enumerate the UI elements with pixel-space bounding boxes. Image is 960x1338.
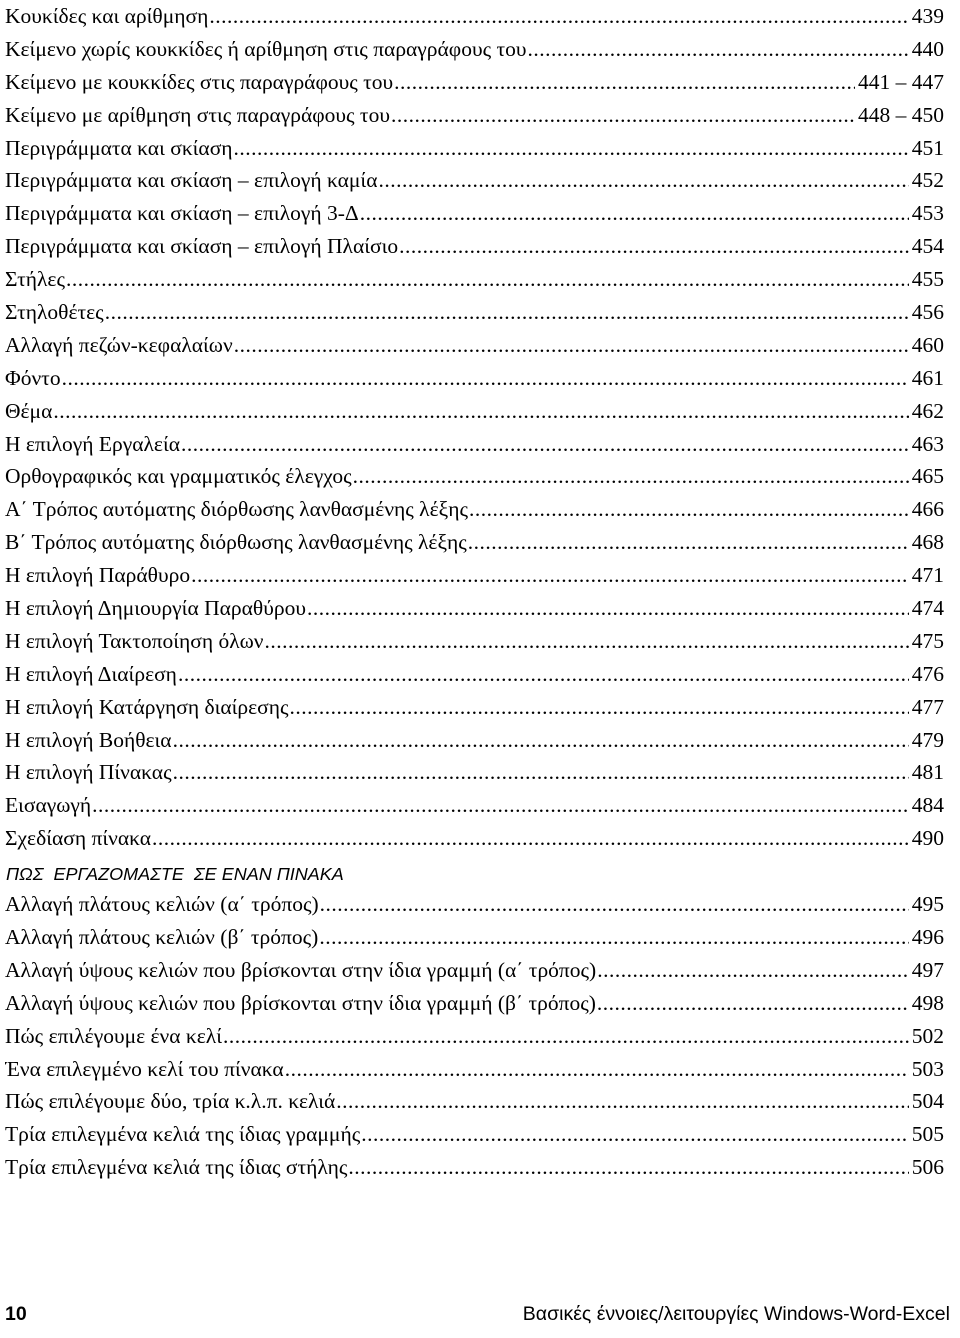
toc-entry-page: 440 [911,36,944,61]
toc-entry-title: Κείμενο με αρίθμηση στις παραγράφους του [5,102,390,127]
toc-entry-title: Θέμα [5,398,53,423]
toc-entry-title: Στήλες [5,267,65,292]
toc-entry-page: 462 [911,398,944,423]
toc-entry-page: 479 [911,727,944,752]
toc-entry [5,658,944,691]
dot-leader [234,132,909,165]
dot-leader [319,921,908,954]
toc-entry [5,1053,944,1086]
toc-entry-title: Η επιλογή Κατάργηση διαίρεσης [5,694,289,719]
toc-entry-page: 439 [911,4,944,28]
toc-entry [5,263,944,296]
dot-leader [378,164,908,197]
toc-entry [5,789,944,822]
toc-entry-title: Α΄ Τρόπος αυτόματης διόρθωσης λανθασμένης λέξης [5,497,468,522]
toc-entry [5,428,944,461]
dot-leader [223,1020,909,1053]
toc-entry-title: Στηλοθέτες [5,300,104,325]
toc-entry [5,460,944,493]
toc-entry-title: Κείμενο με κουκκίδες στις παραγράφους του [5,69,394,94]
toc-entry-title: Η επιλογή Διαίρεση [5,661,177,686]
toc-entry-page: 475 [911,628,944,653]
dot-leader [360,197,909,230]
dot-leader [191,559,909,592]
dot-leader [399,230,909,263]
dot-leader [152,822,909,855]
dot-leader [178,658,909,691]
dot-leader [234,329,909,362]
toc-entry [5,132,944,165]
toc-entry-page: 504 [911,1089,944,1114]
dot-leader [265,625,909,658]
toc-entry [5,822,944,855]
toc-entry-page: 466 [911,497,944,522]
toc-entry-title: Αλλαγή πεζών-κεφαλαίων [5,332,233,357]
dot-leader [353,460,909,493]
toc-entry-page: 465 [911,464,944,489]
toc-entry-page: 474 [911,596,944,621]
toc-entries-part1 [5,0,944,855]
toc-entry [5,1151,944,1184]
dot-leader [53,395,908,428]
toc-entry [5,296,944,329]
toc-entry [5,987,944,1020]
dot-leader [361,1118,909,1151]
book-title: Βασικές έννοιες/λειτουργίες Windows-Word-Excel [522,1303,950,1325]
toc-entry [5,559,944,592]
toc-entry [5,33,944,66]
toc-entry-title: Περιγράμματα και σκίαση – επιλογή καμία [5,168,378,193]
toc-entry [5,493,944,526]
dot-leader [597,954,909,987]
toc-entry-page: 451 [911,135,944,160]
toc-entry-page: 505 [911,1122,944,1147]
toc-entry [5,99,944,132]
toc-entry-page: 503 [911,1056,944,1081]
toc-entry-page: 496 [911,924,944,949]
toc-entry-title: Πώς επιλέγουμε δύο, τρία κ.λ.π. κελιά [5,1089,336,1114]
dot-leader [173,724,909,757]
toc-entry-page: 490 [911,826,944,851]
toc-entry-title: Η επιλογή Βοήθεια [5,727,172,752]
toc-entry [5,395,944,428]
toc-entry [5,1085,944,1118]
toc-entry-title: Τρία επιλεγμένα κελιά της ίδιας γραμμής [5,1122,361,1147]
toc-entry-page: 497 [911,957,944,982]
toc-entry-title: Αλλαγή ύψους κελιών που βρίσκονται στην ίδια γραμμή (β΄ τρόπος) [5,990,596,1015]
dot-leader [320,888,909,921]
toc-entry [5,526,944,559]
toc-entry [5,230,944,263]
toc-entry [5,362,944,395]
toc-entries-part2 [5,888,944,1184]
toc-entry-title: Αλλαγή ύψους κελιών που βρίσκονται στην ίδια γραμμή (α΄ τρόπος) [5,957,597,982]
toc-entry [5,921,944,954]
toc-entry-page: 471 [911,563,944,588]
toc-entry-page: 455 [911,267,944,292]
toc-entry-title: Ένα επιλεγμένο κελί του πίνακα [5,1056,284,1081]
toc-entry-title: Περιγράμματα και σκίαση [5,135,233,160]
toc-entry-title: Η επιλογή Πίνακας [5,760,172,785]
toc-entry-page: 441 – 447 [858,69,944,94]
toc-entry-page: 476 [911,661,944,686]
toc-entry [5,66,944,99]
section-heading: ΠΩΣ ΕΡΓΑΖΟΜΑΣΤΕ ΣΕ ΕΝΑΝ ΠΙΝΑΚΑ [6,864,344,885]
toc-entry-page: 498 [911,990,944,1015]
toc-entry-title: Πώς επιλέγουμε ένα κελί [5,1023,222,1048]
toc-entry-page: 477 [911,694,944,719]
dot-leader [62,362,909,395]
dot-leader [528,33,909,66]
toc-entry-page: 461 [911,365,944,390]
toc-entry-title: Η επιλογή Παράθυρο [5,563,191,588]
dot-leader [290,691,909,724]
dot-leader [66,263,909,296]
dot-leader [348,1151,908,1184]
dot-leader [173,756,909,789]
toc-entry [5,197,944,230]
toc-entry-title: Τρία επιλεγμένα κελιά της ίδιας στήλης [5,1155,348,1180]
toc-entry-page: 454 [911,234,944,259]
toc-entry [5,724,944,757]
toc-entry [5,1118,944,1151]
dot-leader [336,1085,908,1118]
toc-entry-title: Σχεδίαση πίνακα [5,826,152,851]
dot-leader [597,987,909,1020]
table-of-contents [5,0,944,1184]
toc-entry-title: Αλλαγή πλάτους κελιών (α΄ τρόπος) [5,892,319,917]
toc-entry [5,756,944,789]
toc-entry-page: 456 [911,300,944,325]
toc-entry-title: Φόντο [5,365,61,390]
toc-entry-page: 502 [911,1023,944,1048]
toc-entry [5,592,944,625]
toc-entry-page: 481 [911,760,944,785]
toc-entry [5,1020,944,1053]
dot-leader [285,1053,909,1086]
toc-entry-title: Η επιλογή Τακτοποίηση όλων [5,628,264,653]
toc-entry-page: 484 [911,793,944,818]
dot-leader [468,526,909,559]
toc-entry-page: 460 [911,332,944,357]
toc-entry-page: 506 [911,1155,944,1180]
toc-entry [5,691,944,724]
toc-entry-title: Εισαγωγή [5,793,92,818]
toc-entry [5,888,944,921]
page-footer [5,1303,950,1335]
toc-entry-title: Β΄ Τρόπος αυτόματης διόρθωσης λανθασμένης λέξης [5,530,467,555]
toc-entry-title: Κείμενο χωρίς κουκκίδες ή αρίθμηση στις παραγράφους του [5,36,527,61]
toc-entry-page: 448 – 450 [858,102,944,127]
toc-entry-page: 495 [911,892,944,917]
toc-entry-page: 452 [911,168,944,193]
toc-entry [5,0,944,33]
toc-entry-title: Ορθογραφικός και γραμματικός έλεγχος [5,464,352,489]
dot-leader [307,592,909,625]
toc-entry [5,625,944,658]
toc-entry-title: Αλλαγή πλάτους κελιών (β΄ τρόπος) [5,924,319,949]
toc-entry [5,329,944,362]
page-number: 10 [5,1303,27,1325]
toc-entry-title: Κουκίδες και αρίθμηση [5,4,209,28]
toc-entry-page: 468 [911,530,944,555]
dot-leader [92,789,909,822]
dot-leader [181,428,909,461]
dot-leader [469,493,909,526]
dot-leader [105,296,909,329]
toc-entry-title: Η επιλογή Δημιουργία Παραθύρου [5,596,306,621]
toc-entry-title: Περιγράμματα και σκίαση – επιλογή 3-Δ [5,201,359,226]
toc-entry-title: Η επιλογή Εργαλεία [5,431,180,456]
dot-leader [209,0,908,33]
dot-leader [394,66,855,99]
toc-entry [5,954,944,987]
toc-entry-page: 453 [911,201,944,226]
toc-entry-page: 463 [911,431,944,456]
dot-leader [391,99,855,132]
toc-entry-title: Περιγράμματα και σκίαση – επιλογή Πλαίσιο [5,234,399,259]
toc-entry [5,164,944,197]
